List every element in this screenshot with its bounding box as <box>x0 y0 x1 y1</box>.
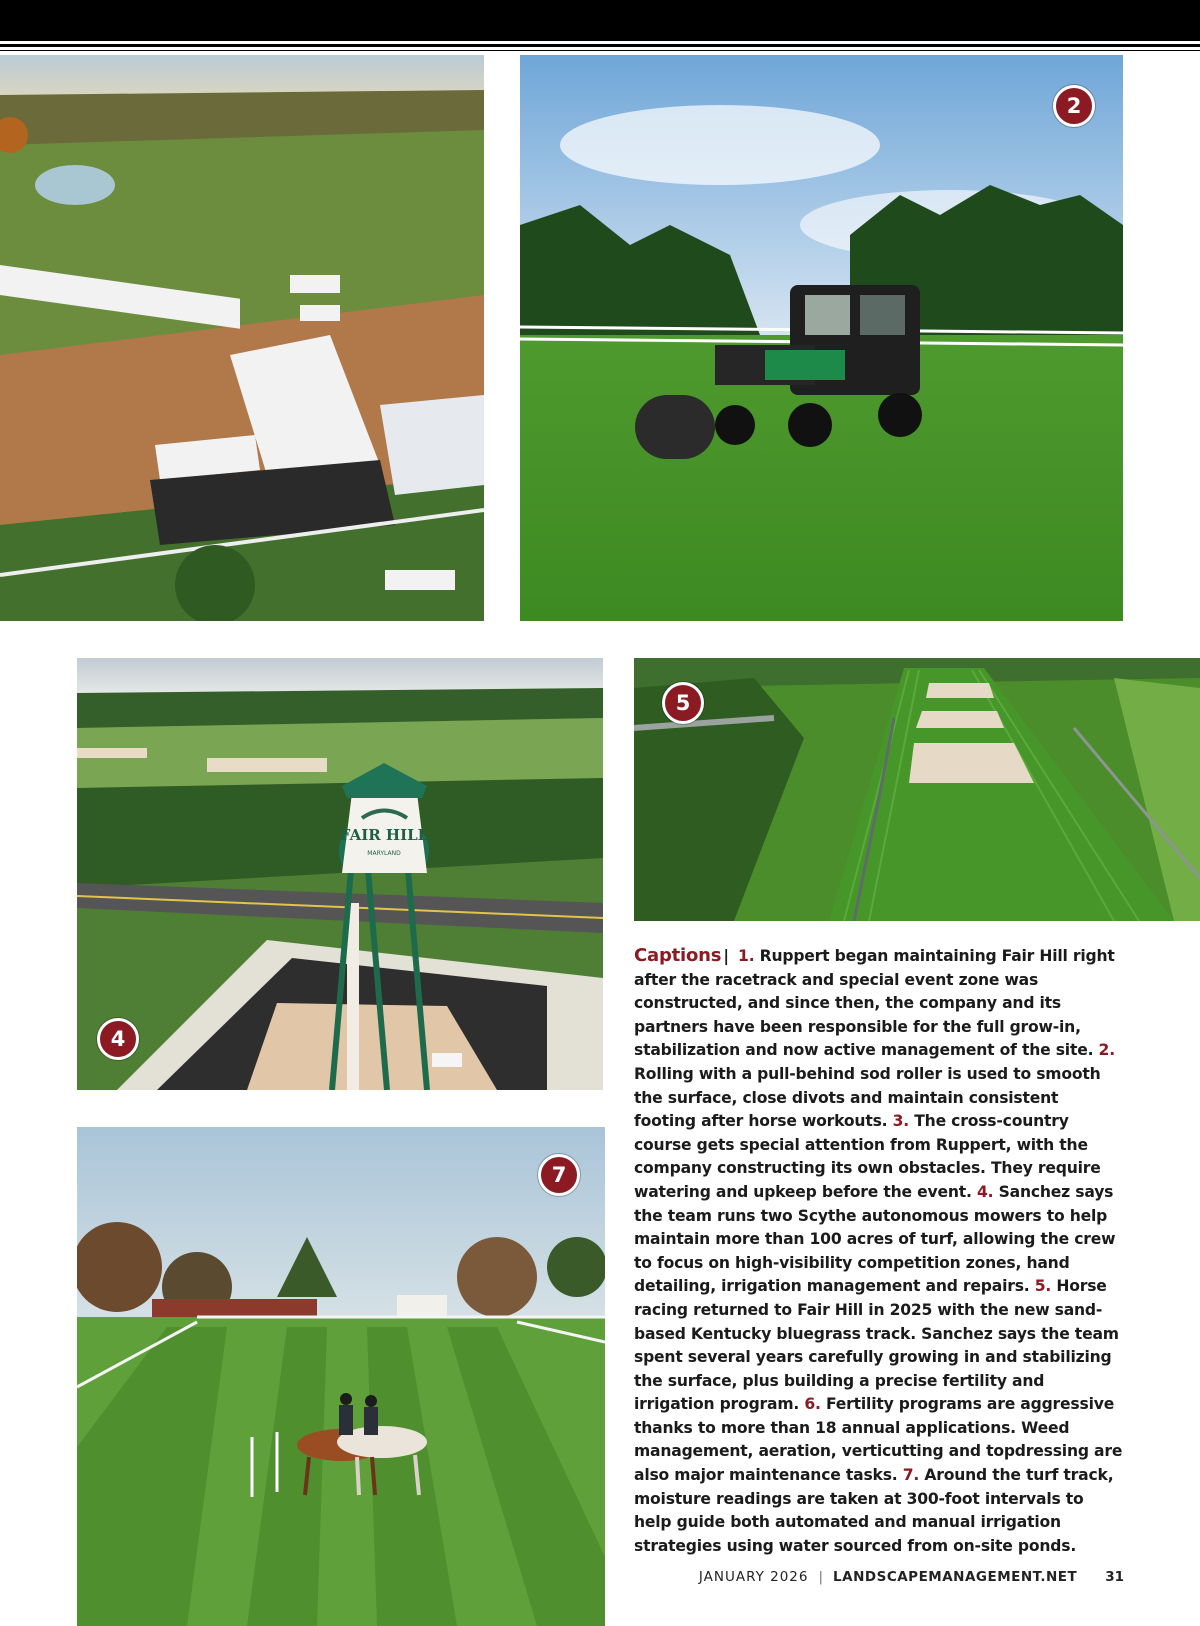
photo-badge-4: 4 <box>97 1018 139 1060</box>
caption-text-4: Sanchez says the team runs two Scythe autonomous mowers to help maintain more than 100 acres of turf, allowing the crew to focus on high-visibility competition zones, hand detailing, irrigation management and repairs. <box>634 1182 1116 1296</box>
photo-sod-roller <box>520 55 1123 621</box>
photo-aerial-venue <box>0 55 484 621</box>
caption-num-4: 4. <box>976 1182 994 1201</box>
captions-separator: | <box>723 947 729 965</box>
footer-separator: | <box>818 1569 824 1585</box>
tower-sublettering: MARYLAND <box>367 850 401 857</box>
caption-text-7: Around the turf track, moisture readings are taken at 300-foot intervals to help guide both automated and manual irrigation strategies using water sourced from on-site ponds. <box>634 1466 1114 1555</box>
photo-badge-7: 7 <box>538 1154 580 1196</box>
caption-num-6: 6. <box>804 1395 821 1414</box>
page-number: 31 <box>1105 1569 1124 1585</box>
top-rule-thick <box>0 44 1200 47</box>
photo-water-tower <box>77 658 603 1090</box>
page-footer <box>699 1567 1124 1587</box>
top-black-bar <box>0 0 1200 41</box>
photo-horses-track <box>77 1127 605 1626</box>
caption-text-5: Horse racing returned to Fair Hill in 2025 with the new sand-based Kentucky bluegrass track. Sanchez says the team spent several years carefully growing in and stabilizing the surface, plus building a precise fertility and irrigation program. <box>634 1277 1119 1414</box>
top-rule-thin <box>0 50 1200 51</box>
captions-block <box>634 944 1124 1558</box>
photo-badge-5: 5 <box>662 682 704 724</box>
caption-num-3: 3. <box>892 1112 909 1131</box>
footer-issue-date: JANUARY 2026 <box>698 1569 809 1585</box>
caption-text-1: Ruppert began maintaining Fair Hill right after the racetrack and special event zone was constructed, and since then, the company and its partners have been responsible for the full grow-in, stabilization and now active management of the site. <box>634 947 1115 1060</box>
caption-num-5: 5. <box>1034 1277 1052 1296</box>
caption-text-6: Fertility programs are aggressive thanks to more than 18 annual applications. Weed management, aeration, verticutting and topdressing are also major maintenance tasks. <box>634 1395 1123 1485</box>
caption-text-3: The cross-country course gets special attention from Ruppert, with the company constructing its own obstacles. They require watering and upkeep before the event. <box>634 1112 1101 1201</box>
caption-text-2: Rolling with a pull-behind sod roller is used to smooth the surface, close divots and maintain consistent footing after horse workouts. <box>634 1064 1101 1131</box>
caption-num-7: 7. <box>902 1466 920 1485</box>
captions-heading: Captions <box>634 945 722 966</box>
photo-aerial-track <box>634 658 1200 921</box>
caption-num-2: 2. <box>1098 1041 1115 1060</box>
tower-lettering: FAIR HILL <box>339 826 429 844</box>
photo-badge-2: 2 <box>1053 85 1095 127</box>
footer-website-link[interactable]: LANDSCAPEMANAGEMENT.NET <box>833 1569 1078 1585</box>
caption-num-1: 1. <box>738 947 755 965</box>
